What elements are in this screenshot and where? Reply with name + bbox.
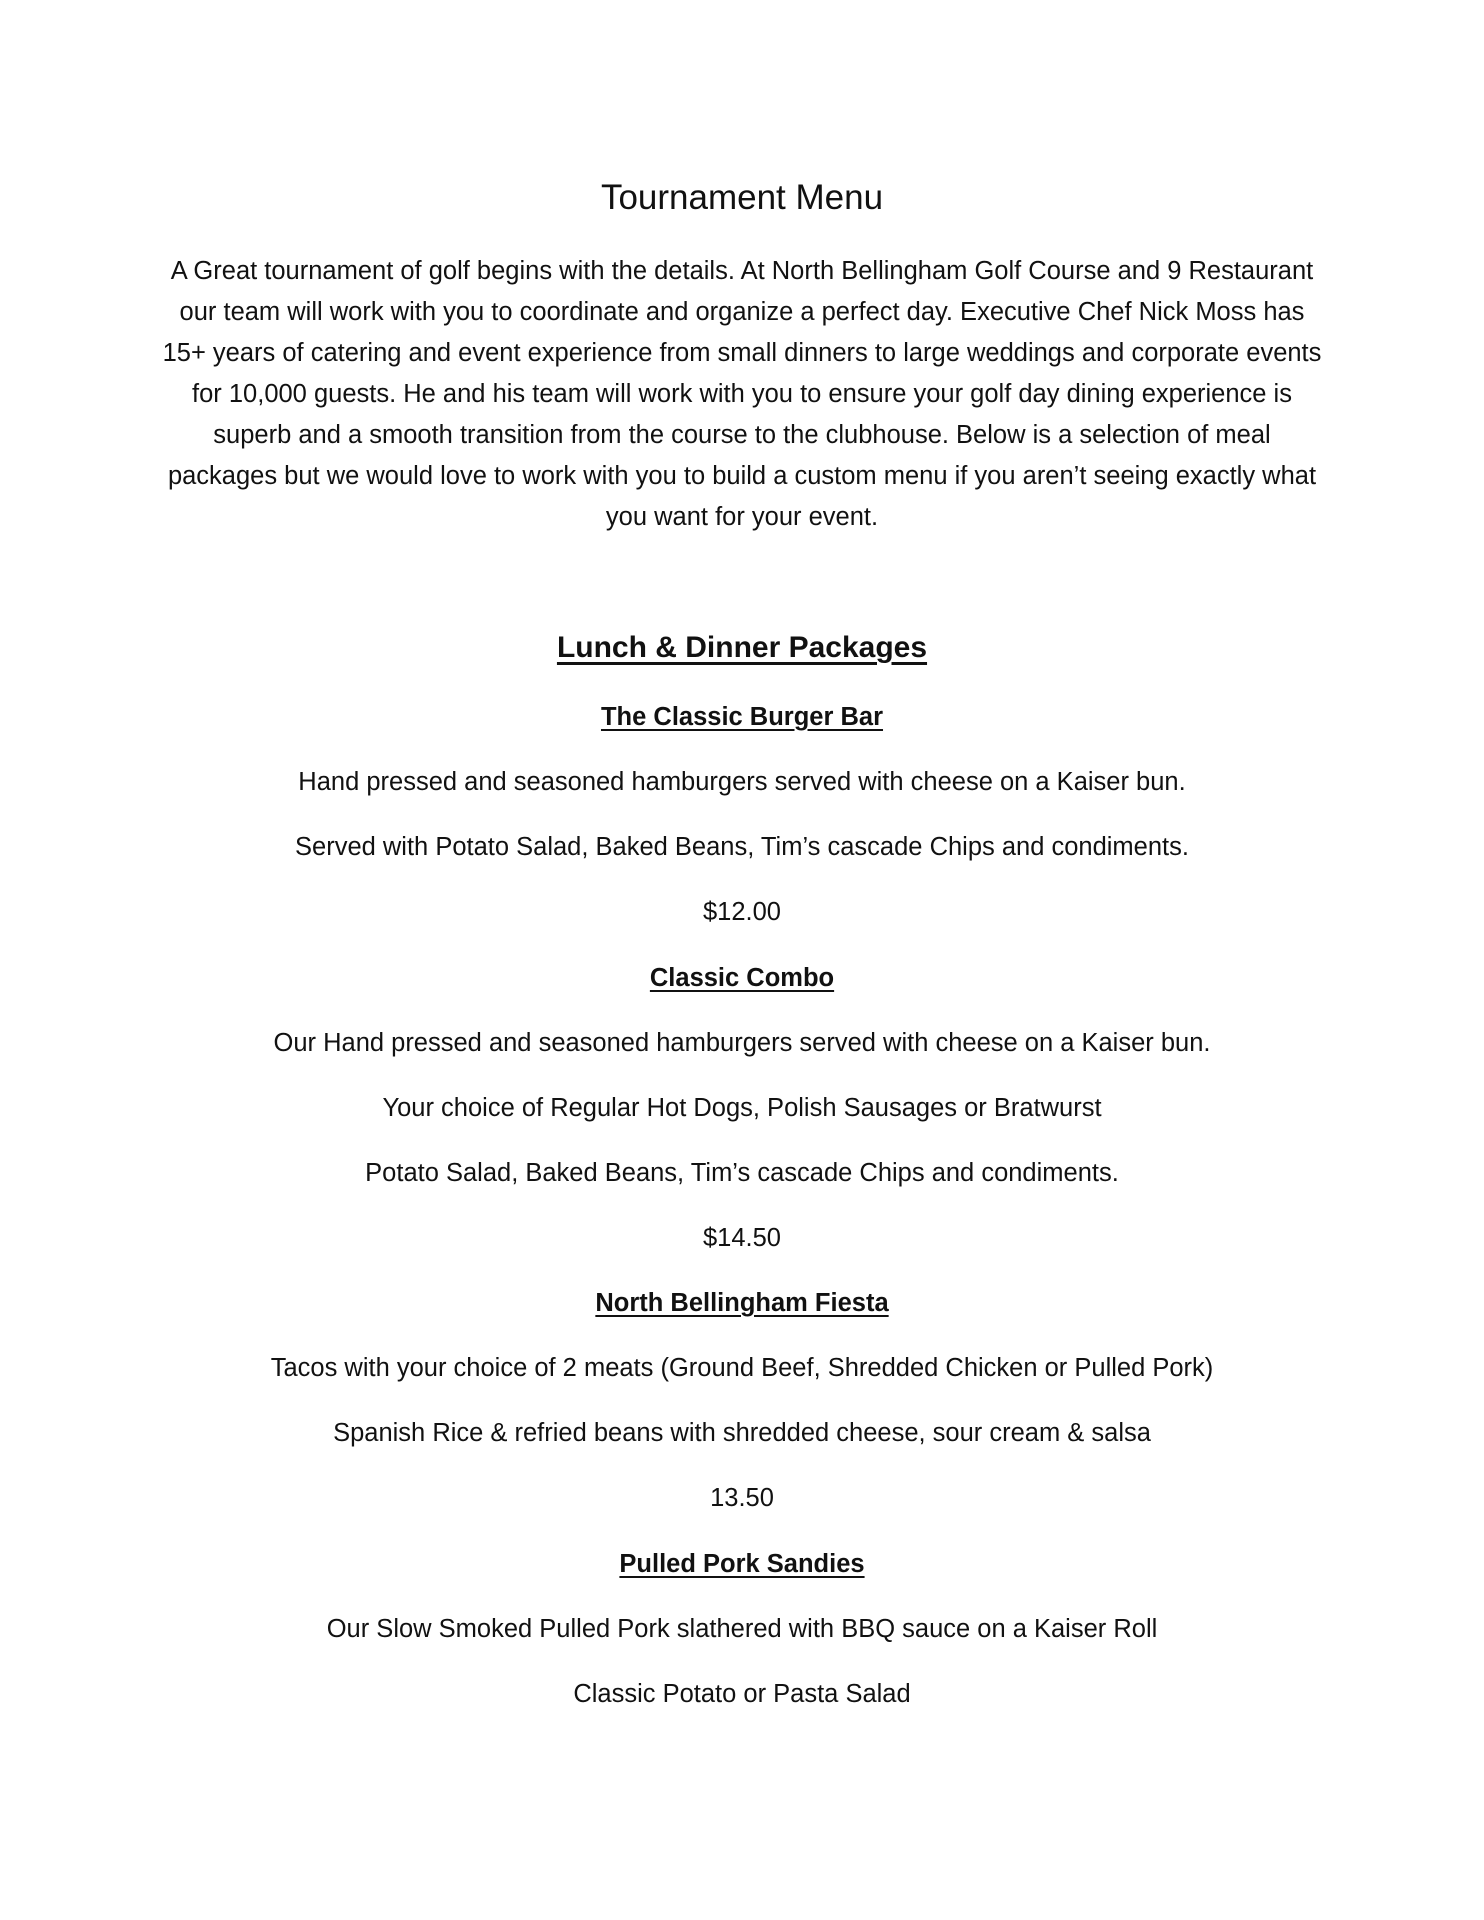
package-name: North Bellingham Fiesta <box>595 1289 889 1317</box>
package-description: Served with Potato Salad, Baked Beans, Tim’s cascade Chips and condiments. <box>295 833 1189 861</box>
package-name: The Classic Burger Bar <box>600 703 884 731</box>
package-description: Classic Potato or Pasta Salad <box>573 1680 911 1708</box>
package-description: Your choice of Regular Hot Dogs, Polish Sausages or Bratwurst <box>382 1094 1102 1122</box>
package-price: $12.00 <box>703 898 781 926</box>
section-heading: Lunch & Dinner Packages <box>556 631 928 664</box>
package-description: Hand pressed and seasoned hamburgers served with cheese on a Kaiser bun. <box>298 768 1186 796</box>
package-price: $14.50 <box>703 1224 781 1252</box>
package-description: Our Hand pressed and seasoned hamburgers served with cheese on a Kaiser bun. <box>273 1029 1211 1057</box>
package-description: Spanish Rice & refried beans with shredded cheese, sour cream & salsa <box>333 1419 1151 1447</box>
package-title <box>0 700 1484 734</box>
package-description: Our Slow Smoked Pulled Pork slathered with BBQ sauce on a Kaiser Roll <box>326 1615 1158 1643</box>
package-name: Pulled Pork Sandies <box>619 1550 865 1578</box>
package-description: Potato Salad, Baked Beans, Tim’s cascade Chips and condiments. <box>365 1159 1119 1187</box>
package-title <box>0 961 1484 995</box>
package-name: Classic Combo <box>649 964 835 992</box>
package-description: Tacos with your choice of 2 meats (Ground Beef, Shredded Chicken or Pulled Pork) <box>270 1354 1214 1382</box>
package-price: 13.50 <box>710 1484 774 1512</box>
page-title: Tournament Menu <box>600 178 884 217</box>
intro-paragraph: A Great tournament of golf begins with the details. At North Bellingham Golf Course and 9 Restaurant our team will work with you to coordinate and organize a perfect day. Executive Chef Nick Moss has 15+ years of catering and event experience from small dinners to large weddings and corporate events for 10,000 guests. He and his team will work with you to ensure your golf day dining experience is superb and a smooth transition from the course to the clubhouse. Below is a selection of meal packages but we would love to work with you to build a custom menu if you aren’t seeing exactly what you want for your event. <box>162 257 1322 531</box>
package-title <box>0 1286 1484 1320</box>
package-title <box>0 1547 1484 1581</box>
